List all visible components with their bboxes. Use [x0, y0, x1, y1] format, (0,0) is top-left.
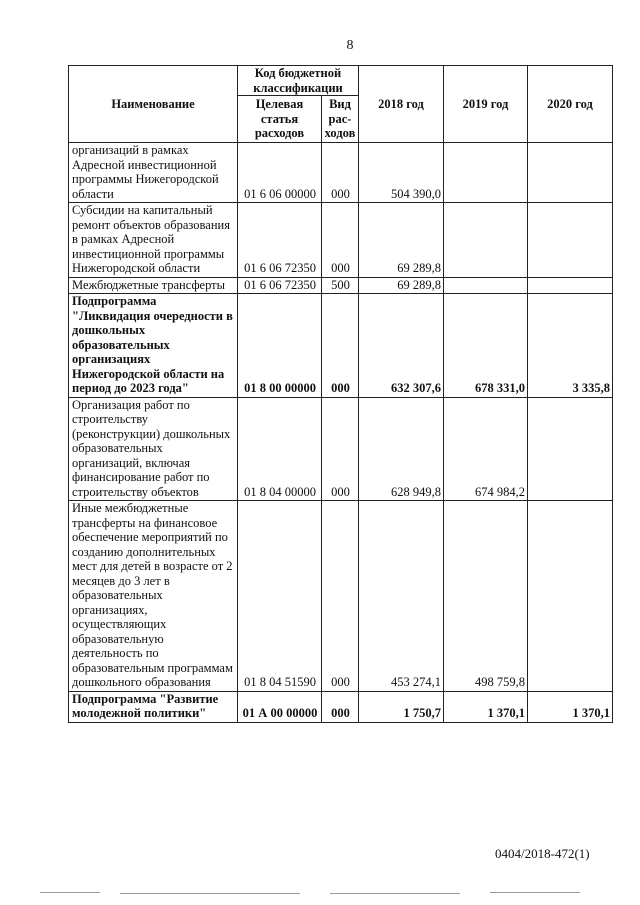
- table-row: [69, 501, 613, 692]
- row-expense-type: 000: [322, 294, 359, 398]
- table-row: [69, 277, 613, 294]
- header-2020: 2020 год: [528, 66, 613, 143]
- row-name: Иные межбюджетные трансферты на финансовое обеспечение мероприятий по созданию дополнительных мест для детей в возрасте от 2 месяцев до 3 лет в образовательных организациях, осуществляющих образовательную деятельность по образовательным программам дошкольного образования: [69, 501, 238, 692]
- scan-artifact-line: [120, 893, 300, 894]
- row-name: Субсидии на капитальный ремонт объектов образования в рамках Адресной инвестиционной программы Нижегородской области: [69, 203, 238, 278]
- row-target-code: 01 6 06 72350: [238, 277, 322, 294]
- row-2018: 628 949,8: [359, 397, 444, 501]
- table-row: [69, 397, 613, 501]
- row-2020: 3 335,8: [528, 294, 613, 398]
- row-target-code: 01 6 06 00000: [238, 143, 322, 203]
- row-target-code: 01 8 04 00000: [238, 397, 322, 501]
- row-2019: 498 759,8: [444, 501, 528, 692]
- row-expense-type: 000: [322, 691, 359, 722]
- row-2019: 1 370,1: [444, 691, 528, 722]
- row-target-code: 01 8 00 00000: [238, 294, 322, 398]
- row-2018: 632 307,6: [359, 294, 444, 398]
- row-name: Подпрограмма "Развитие молодежной политики": [69, 691, 238, 722]
- table-row: [69, 691, 613, 722]
- row-2020: [528, 277, 613, 294]
- row-expense-type: 000: [322, 397, 359, 501]
- document-code: 0404/2018-472(1): [495, 846, 590, 861]
- row-2019: [444, 203, 528, 278]
- row-name: Организация работ по строительству (реконструкции) дошкольных образовательных организаций, включая финансирование работ по строительству объектов: [69, 397, 238, 501]
- budget-table: [68, 65, 613, 723]
- header-target-article: Целевая статья расходов: [238, 96, 322, 143]
- row-name: Межбюджетные трансферты: [69, 277, 238, 294]
- header-name: Наименование: [69, 66, 238, 143]
- header-expense-type: Вид рас-ходов: [322, 96, 359, 143]
- row-2020: 1 370,1: [528, 691, 613, 722]
- row-target-code: 01 А 00 00000: [238, 691, 322, 722]
- row-target-code: 01 8 04 51590: [238, 501, 322, 692]
- row-2019: [444, 143, 528, 203]
- row-target-code: 01 6 06 72350: [238, 203, 322, 278]
- row-2020: [528, 501, 613, 692]
- row-name: организаций в рамках Адресной инвестиционной программы Нижегородской области: [69, 143, 238, 203]
- header-row: [69, 66, 613, 96]
- header-kbk: Код бюджетной классификации: [238, 66, 359, 96]
- row-2018: 504 390,0: [359, 143, 444, 203]
- row-expense-type: 000: [322, 501, 359, 692]
- row-2020: [528, 397, 613, 501]
- row-2019: [444, 277, 528, 294]
- scan-artifact-line: [490, 892, 580, 893]
- header-2019: 2019 год: [444, 66, 528, 143]
- table-row: [69, 143, 613, 203]
- row-2018: 1 750,7: [359, 691, 444, 722]
- row-2018: 69 289,8: [359, 203, 444, 278]
- header-2018: 2018 год: [359, 66, 444, 143]
- row-name: Подпрограмма "Ликвидация очередности в дошкольных образовательных организациях Нижегородской области на период до 2023 года": [69, 294, 238, 398]
- scan-artifact-line: [40, 892, 100, 893]
- row-expense-type: 000: [322, 203, 359, 278]
- row-2018: 69 289,8: [359, 277, 444, 294]
- row-expense-type: 500: [322, 277, 359, 294]
- table-row: [69, 203, 613, 278]
- row-2019: 674 984,2: [444, 397, 528, 501]
- page-number: 8: [346, 38, 354, 53]
- row-2019: 678 331,0: [444, 294, 528, 398]
- row-expense-type: 000: [322, 143, 359, 203]
- row-2020: [528, 203, 613, 278]
- scan-artifact-line: [330, 893, 460, 894]
- table-row: [69, 294, 613, 398]
- row-2020: [528, 143, 613, 203]
- row-2018: 453 274,1: [359, 501, 444, 692]
